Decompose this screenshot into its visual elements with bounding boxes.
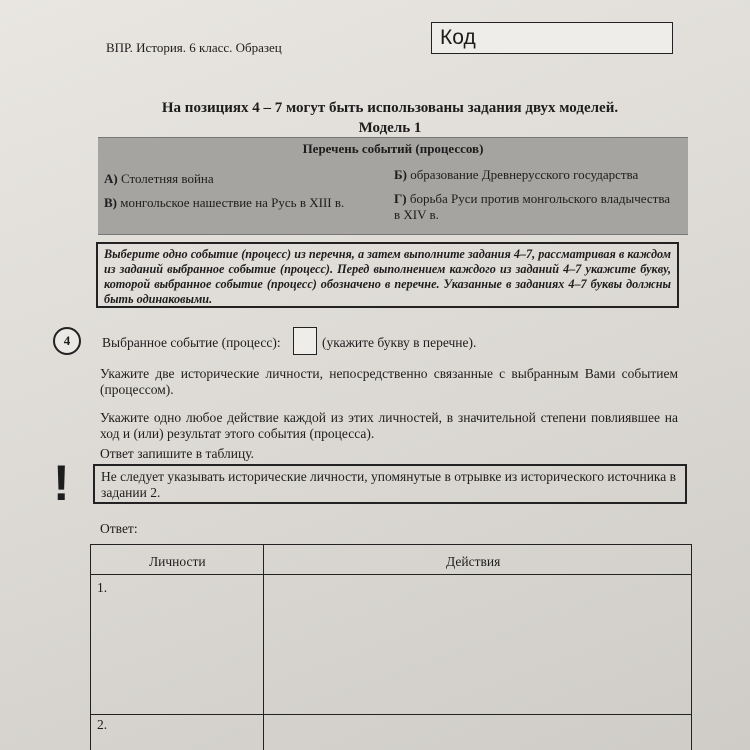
events-list	[98, 137, 688, 235]
task-number: 4	[53, 327, 81, 355]
event-letter: В)	[104, 195, 117, 210]
selected-event-label: Выбранное событие (процесс):	[102, 335, 281, 350]
event-letter: Б)	[394, 167, 407, 182]
event-item-b	[394, 167, 638, 183]
model-title: Модель 1	[358, 120, 422, 136]
event-letter: А)	[104, 171, 118, 186]
column-divider	[263, 545, 264, 750]
code-label: Код	[440, 26, 476, 49]
event-text: образование Древнерусского государства	[410, 167, 639, 182]
selected-event-input[interactable]	[293, 327, 317, 355]
event-letter: Г)	[394, 191, 407, 206]
row-number-2: 2.	[97, 717, 108, 732]
selected-event-hint: (укажите букву в перечне).	[322, 335, 477, 350]
event-text: борьба Руси против монгольского владычества в XIV в.	[394, 191, 671, 222]
header-divider	[91, 574, 691, 575]
warning-box: Не следует указывать исторические личности, упомянутые в отрывке из исторического источника в задании 2.	[93, 464, 687, 504]
event-item-g	[394, 191, 674, 223]
event-text: монгольское нашествие на Русь в XIII в.	[120, 195, 345, 210]
task-paragraph-2: Укажите одно любое действие каждой из этих личностей, в значительной степени повлиявшее на ход и (или) результат этого события (процесса).	[100, 410, 678, 441]
answer-table	[90, 544, 692, 750]
instruction-box: Выберите одно событие (процесс) из перечня, а затем выполните задания 4–7, рассматривая в каждом из заданий выбранное событие (процесс). Перед выполнением каждого из заданий 4–7 укажите букву, которой выбранное событие (процесс) обозначено в перечне. Указанные в заданиях 4–7 буквы должны быть одинаковыми.	[96, 242, 679, 308]
header-actions: Действия	[446, 554, 501, 569]
event-text: Столетняя война	[120, 171, 214, 186]
task-paragraph-3: Ответ запишите в таблицу.	[100, 446, 254, 461]
page-header: ВПР. История. 6 класс. Образец	[106, 40, 282, 55]
code-field[interactable]	[431, 22, 673, 54]
answer-label: Ответ:	[100, 521, 138, 536]
row-divider	[91, 714, 691, 715]
section-title: На позициях 4 – 7 могут быть использованы задания двух моделей.	[161, 100, 619, 116]
event-item-a	[104, 171, 214, 187]
events-list-title: Перечень событий (процессов)	[302, 141, 484, 156]
header-persons: Личности	[149, 554, 206, 569]
task-paragraph-1: Укажите две исторические личности, непосредственно связанные с выбранным Вами событием (процессом).	[100, 366, 678, 397]
event-item-v	[104, 195, 384, 211]
row-number-1: 1.	[97, 580, 108, 595]
exclamation-icon: !	[53, 455, 70, 511]
